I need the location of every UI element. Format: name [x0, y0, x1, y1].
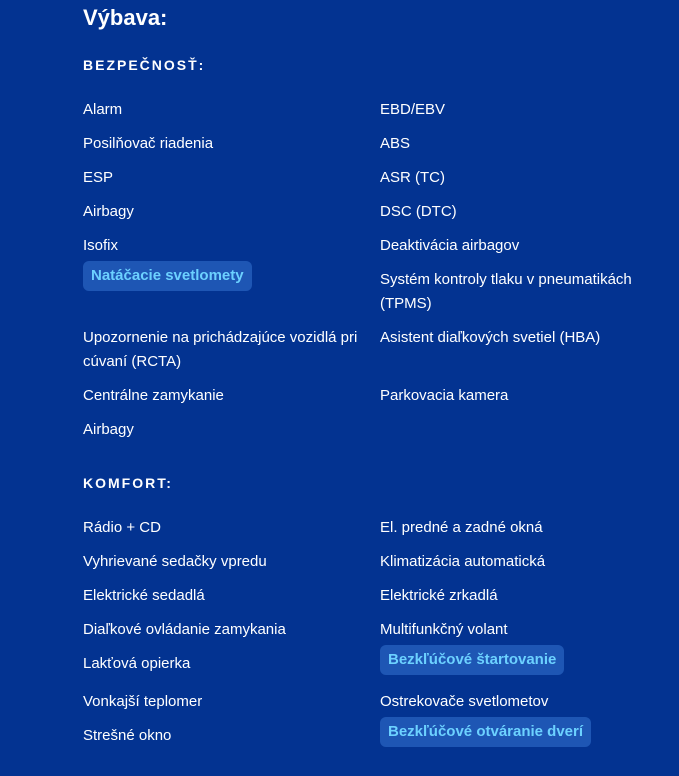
feature-item: Vonkajší teplomer [83, 693, 203, 710]
feature-item: ABS [380, 135, 411, 152]
safety-row [83, 384, 663, 418]
feature-item: Upozornenie na prichádzajúce vozidlá pri cúvaní (RCTA) [83, 329, 358, 370]
safety-row [83, 326, 663, 384]
page-title: Výbava: [83, 5, 168, 30]
feature-item: Lakťová opierka [83, 655, 191, 672]
feature-item-highlighted[interactable] [380, 645, 663, 675]
feature-item: Elektrické zrkadlá [380, 587, 498, 604]
feature-item-highlighted[interactable] [380, 717, 663, 747]
feature-item: Multifunkčný volant [380, 621, 508, 638]
highlight-badge[interactable]: Bezkľúčové otváranie dverí [380, 717, 591, 747]
safety-heading: BEZPEČNOSŤ: [83, 57, 206, 73]
comfort-row [83, 550, 663, 584]
safety-row [83, 268, 663, 326]
feature-item: El. predné a zadné okná [380, 519, 543, 536]
feature-item: Isofix [83, 237, 119, 254]
comfort-row [83, 584, 663, 618]
feature-item: Elektrické sedadlá [83, 587, 205, 604]
feature-item: Deaktivácia airbagov [380, 237, 520, 254]
feature-item: Diaľkové ovládanie zamykania [83, 621, 286, 638]
feature-item: Alarm [83, 101, 123, 118]
feature-item: Ostrekovače svetlometov [380, 693, 549, 710]
comfort-heading: KOMFORT: [83, 475, 173, 491]
safety-row [83, 132, 663, 166]
feature-item: Vyhrievané sedačky vpredu [83, 553, 267, 570]
feature-item: Rádio + CD [83, 519, 161, 536]
safety-row [83, 98, 663, 132]
feature-item: Airbagy [83, 421, 134, 438]
safety-row [83, 418, 663, 452]
feature-item: Klimatizácia automatická [380, 553, 546, 570]
feature-item: Centrálne zamykanie [83, 387, 224, 404]
comfort-row [83, 652, 663, 690]
feature-item: Parkovacia kamera [380, 387, 509, 404]
safety-row [83, 166, 663, 200]
feature-item: Airbagy [83, 203, 134, 220]
comfort-row [83, 724, 663, 758]
highlight-badge[interactable]: Natáčacie svetlomety [83, 261, 252, 291]
feature-item: Systém kontroly tlaku v pneumatikách (TPMS) [380, 271, 632, 312]
feature-item: Posilňovač riadenia [83, 135, 214, 152]
feature-item: ASR (TC) [380, 169, 445, 186]
safety-list [83, 98, 663, 452]
safety-row [83, 200, 663, 234]
feature-item: DSC (DTC) [380, 203, 457, 220]
feature-item-highlighted[interactable] [83, 261, 380, 291]
feature-item: Asistent diaľkových svetiel (HBA) [380, 329, 601, 346]
comfort-row [83, 516, 663, 550]
feature-item: Strešné okno [83, 727, 172, 744]
highlight-badge[interactable]: Bezkľúčové štartovanie [380, 645, 564, 675]
feature-item: EBD/EBV [380, 101, 446, 118]
comfort-list [83, 516, 663, 758]
feature-item: ESP [83, 169, 114, 186]
